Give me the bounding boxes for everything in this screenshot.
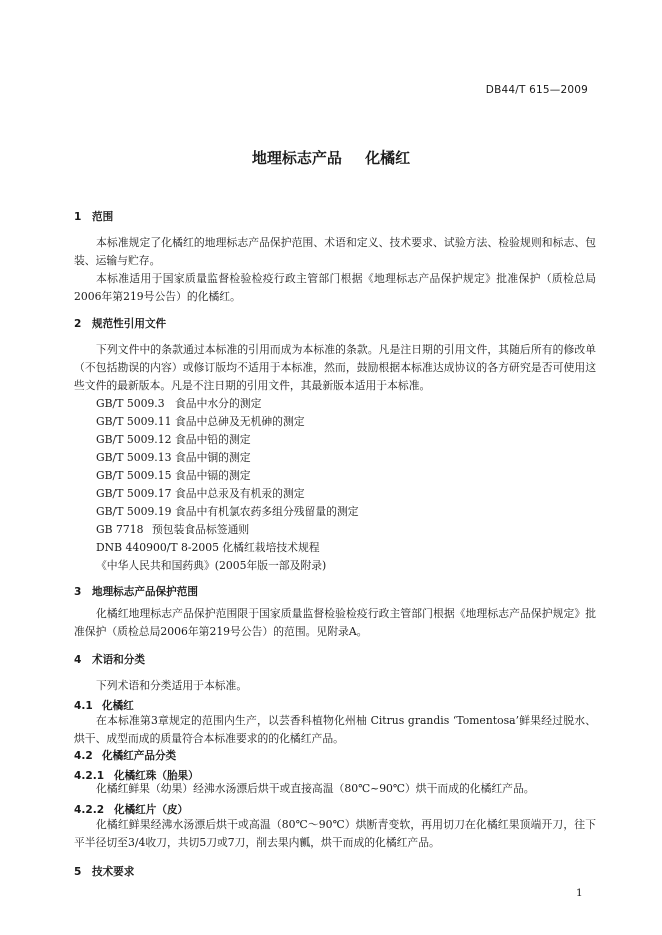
section-number: 4.2.2: [74, 804, 105, 816]
section-title: 技术要求: [92, 866, 135, 878]
section-4-1-heading: [74, 698, 134, 713]
section-4-intro: 下列术语和分类适用于本标准。: [96, 679, 248, 692]
section-number: 4.1: [74, 700, 93, 712]
section-title: 化橘红片（皮）: [114, 804, 189, 816]
reference-pharmacopoeia: 《中华人民共和国药典》(2005年版一部及附录): [96, 559, 327, 572]
section-5-heading: [74, 864, 134, 879]
reference-item: [96, 486, 305, 501]
section-4-1-paragraph: 在本标准第3章规定的范围内生产，以芸香科植物化州柚 Citrus grandis ‘Tomentosa’鲜果经过脱水、烘干、成型而成的质量符合本标准要求的的化橘红产品。: [74, 714, 596, 745]
reference-dnb: DNB 440900/T 8-2005 化橘红栽培技术规程: [96, 541, 320, 554]
reference-item: [96, 414, 305, 429]
section-title: 术语和分类: [92, 654, 145, 666]
reference-code: GB/T 5009.11: [96, 415, 172, 428]
reference-code: GB/T 5009.3: [96, 397, 165, 410]
reference-item: [96, 396, 261, 411]
section-4-2-2-paragraph: 化橘红鲜果经沸水汤漂后烘干或高温（80℃～90℃）烘断青变软，再用切刀在化橘红果顶端开刀，往下平半径切至3/4收刀，共切5刀或7刀，削去果内瓤，烘干而成的化橘红产品。: [74, 818, 596, 849]
section-1-paragraph-1: 本标准规定了化橘红的地理标志产品保护范围、术语和定义、技术要求、试验方法、检验规则和标志、包装、运输与贮存。: [74, 236, 596, 267]
reference-item: [96, 432, 251, 447]
section-4-2-2-heading: [74, 802, 188, 817]
section-title: 规范性引用文件: [92, 318, 167, 330]
reference-code: GB/T 5009.13: [96, 451, 172, 464]
reference-code: GB 7718: [96, 523, 144, 536]
reference-item: [96, 522, 249, 537]
section-1-paragraph-2: 本标准适用于国家质量监督检验检疫行政主管部门根据《地理标志产品保护规定》批准保护（质检总局2006年第219号公告）的化橘红。: [74, 272, 596, 303]
reference-title: 食品中铜的测定: [175, 451, 251, 464]
section-number: 4.2: [74, 750, 93, 762]
section-title: 范围: [92, 211, 114, 223]
standard-code: DB44/T 615—2009: [485, 84, 588, 96]
reference-item: [96, 468, 251, 483]
reference-item: [96, 504, 359, 519]
section-number: 2: [74, 318, 82, 330]
reference-code: GB/T 5009.15: [96, 469, 172, 482]
page-number: 1: [576, 887, 583, 899]
reference-title: 预包装食品标签通则: [152, 523, 250, 536]
section-title: 化橘红珠（胎果）: [114, 770, 199, 782]
reference-code: GB/T 5009.12: [96, 433, 172, 446]
section-number: 1: [74, 211, 82, 223]
section-number: 4: [74, 654, 82, 666]
section-2-intro: 下列文件中的条款通过本标准的引用而成为本标准的条款。凡是注日期的引用文件，其随后所有的修改单（不包括勘误的内容）或修订版均不适用于本标准，然而，鼓励根据本标准达成协议的各方研究是否可使用这些文件的最新版本。凡是不注日期的引用文件，其最新版本适用于本标准。: [74, 343, 596, 392]
section-title: 地理标志产品保护范围: [92, 586, 198, 598]
section-title: 化橘红: [102, 700, 134, 712]
section-title: 化橘红产品分类: [102, 750, 177, 762]
section-2-heading: [74, 316, 166, 331]
section-1-heading: [74, 209, 113, 224]
reference-item: [96, 450, 251, 465]
section-number: 4.2.1: [74, 770, 105, 782]
section-4-2-1-paragraph: 化橘红鲜果（幼果）经沸水汤漂后烘干或直接高温（80℃~90℃）烘干而成的化橘红产品。: [96, 782, 535, 795]
section-number: 3: [74, 586, 82, 598]
reference-title: 食品中总砷及无机砷的测定: [175, 415, 305, 428]
document-title: 地理标志产品 化橘红: [251, 149, 411, 167]
section-3-paragraph: 化橘红地理标志产品保护范围限于国家质量监督检验检疫行政主管部门根据《地理标志产品保护规定》批准保护（质检总局2006年第219号公告）的范围。见附录A。: [74, 607, 596, 638]
section-number: 5: [74, 866, 82, 878]
reference-title: 食品中总汞及有机汞的测定: [175, 487, 305, 500]
section-3-heading: [74, 584, 198, 599]
reference-code: GB/T 5009.17: [96, 487, 172, 500]
reference-code: GB/T 5009.19: [96, 505, 172, 518]
reference-title: 食品中水分的测定: [175, 397, 262, 410]
reference-title: 食品中镉的测定: [175, 469, 251, 482]
reference-title: 食品中有机氯农药多组分残留量的测定: [175, 505, 359, 518]
section-4-2-heading: [74, 748, 176, 763]
section-4-heading: [74, 652, 145, 667]
reference-title: 食品中铅的测定: [175, 433, 251, 446]
